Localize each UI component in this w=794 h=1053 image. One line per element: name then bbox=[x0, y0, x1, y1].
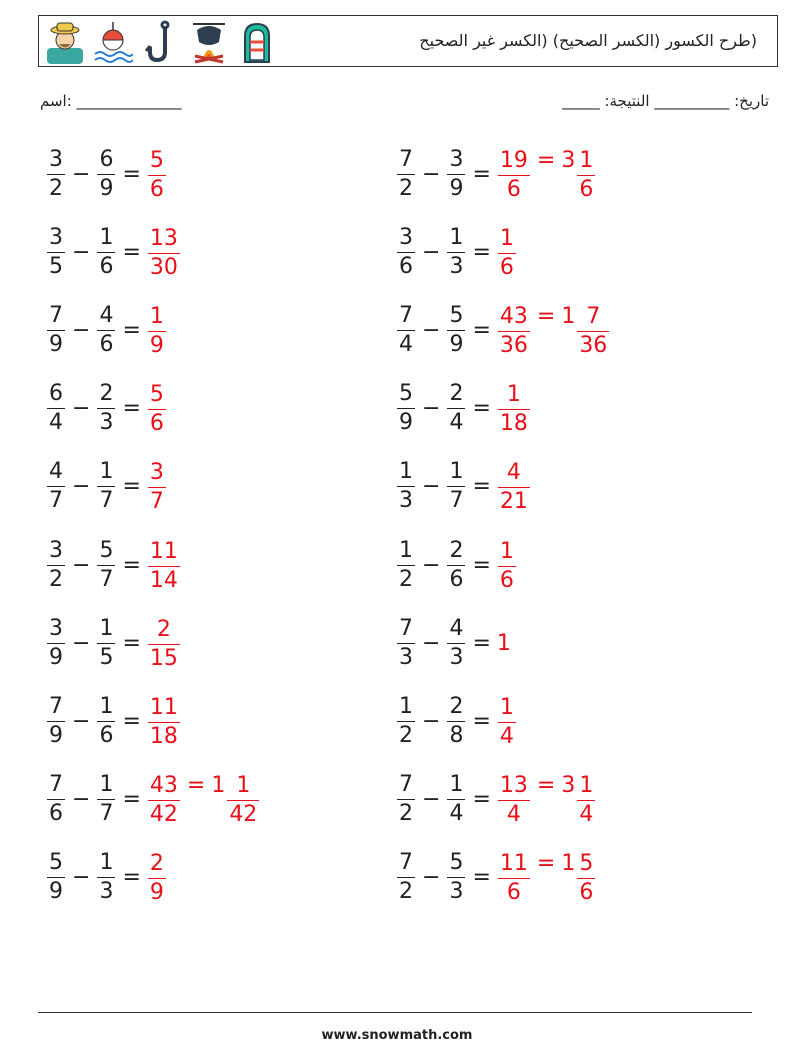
first-fraction-numerator: 1 bbox=[399, 537, 413, 563]
second-fraction bbox=[448, 774, 464, 825]
answer-fraction bbox=[499, 384, 529, 435]
problem-item bbox=[46, 843, 167, 913]
answer bbox=[147, 695, 181, 748]
answer-fraction bbox=[499, 853, 529, 904]
first-fraction bbox=[48, 693, 64, 748]
answer-fraction bbox=[149, 853, 165, 904]
first-fraction bbox=[398, 146, 414, 201]
second-fraction-numerator: 1 bbox=[99, 693, 114, 719]
answer-fraction-denominator: 6 bbox=[499, 254, 514, 280]
mixed-numerator: 5 bbox=[579, 851, 594, 877]
equals-sign: = bbox=[122, 552, 141, 578]
mixed-denominator: 36 bbox=[579, 332, 608, 358]
first-fraction bbox=[48, 383, 64, 434]
answer bbox=[147, 304, 167, 357]
minus-sign: − bbox=[422, 474, 441, 500]
first-fraction-denominator: 9 bbox=[49, 331, 63, 357]
minus-sign: − bbox=[72, 552, 91, 578]
problem-item bbox=[396, 686, 517, 756]
first-fraction-denominator: 6 bbox=[399, 253, 413, 279]
answer-equals-sign: = bbox=[536, 851, 556, 877]
answer-fraction-numerator: 11 bbox=[149, 538, 178, 564]
first-fraction bbox=[48, 461, 64, 512]
answer-fraction-numerator: 1 bbox=[506, 382, 521, 408]
equals-sign: = bbox=[472, 787, 491, 813]
equals-sign: = bbox=[472, 161, 491, 187]
answer bbox=[497, 460, 531, 513]
answer-fraction-numerator: 43 bbox=[149, 773, 178, 799]
second-fraction-denominator: 7 bbox=[449, 488, 464, 514]
answer bbox=[497, 304, 610, 357]
answer-fraction-numerator: 1 bbox=[499, 538, 514, 564]
first-fraction-denominator: 9 bbox=[49, 644, 63, 670]
equals-sign: = bbox=[122, 161, 141, 187]
second-fraction bbox=[98, 461, 114, 512]
answer bbox=[147, 460, 167, 513]
mixed-fraction bbox=[578, 303, 608, 358]
answer bbox=[497, 539, 517, 592]
first-fraction bbox=[398, 693, 414, 748]
answer-fraction-denominator: 4 bbox=[499, 723, 514, 749]
minus-sign: − bbox=[72, 396, 91, 422]
answer-fraction-numerator: 11 bbox=[499, 851, 528, 877]
equals-sign: = bbox=[122, 630, 141, 656]
first-fraction bbox=[48, 537, 64, 592]
minus-sign: − bbox=[72, 161, 91, 187]
first-fraction-denominator: 2 bbox=[399, 879, 413, 905]
second-fraction-denominator: 3 bbox=[449, 879, 464, 905]
first-fraction bbox=[48, 615, 64, 670]
problem-item bbox=[396, 843, 596, 913]
equals-sign: = bbox=[472, 317, 491, 343]
answer-fraction-denominator: 7 bbox=[149, 489, 164, 515]
second-fraction-numerator: 1 bbox=[99, 850, 114, 876]
second-fraction-numerator: 5 bbox=[99, 537, 114, 563]
mixed-whole: 3 bbox=[561, 147, 576, 173]
answer-fraction bbox=[149, 225, 179, 280]
mixed-denominator: 4 bbox=[579, 802, 594, 828]
minus-sign: − bbox=[422, 787, 441, 813]
answer bbox=[147, 382, 167, 435]
minus-sign: − bbox=[72, 865, 91, 891]
answer-fraction bbox=[499, 775, 529, 826]
answer bbox=[497, 695, 517, 748]
minus-sign: − bbox=[422, 552, 441, 578]
answer-fraction-denominator: 42 bbox=[149, 802, 178, 828]
answer-fraction-numerator: 5 bbox=[149, 147, 164, 173]
second-fraction-denominator: 3 bbox=[99, 879, 114, 905]
answer bbox=[147, 148, 167, 201]
second-fraction-numerator: 4 bbox=[449, 615, 464, 641]
problem-item bbox=[46, 530, 181, 600]
problem-item bbox=[396, 452, 531, 522]
first-fraction bbox=[48, 852, 64, 903]
second-fraction bbox=[98, 146, 114, 201]
problem-item bbox=[46, 217, 181, 287]
answer-fraction-denominator: 15 bbox=[149, 645, 178, 671]
first-fraction-numerator: 7 bbox=[49, 772, 63, 798]
first-fraction-denominator: 4 bbox=[399, 331, 413, 357]
first-fraction-numerator: 4 bbox=[49, 459, 63, 485]
answer-fraction-denominator: 30 bbox=[149, 254, 178, 280]
first-fraction-numerator: 1 bbox=[399, 459, 413, 485]
minus-sign: − bbox=[72, 787, 91, 813]
answer-fraction-numerator: 2 bbox=[149, 851, 164, 877]
second-fraction-denominator: 7 bbox=[99, 566, 114, 592]
answer-fraction-denominator: 6 bbox=[498, 878, 530, 904]
second-fraction bbox=[448, 224, 464, 279]
second-fraction-numerator: 1 bbox=[449, 772, 464, 798]
second-fraction bbox=[98, 693, 114, 748]
problem-item bbox=[46, 608, 181, 678]
second-fraction-numerator: 5 bbox=[449, 302, 464, 328]
mixed-fraction bbox=[578, 775, 594, 826]
first-fraction-denominator: 2 bbox=[49, 566, 63, 592]
second-fraction-denominator: 6 bbox=[99, 331, 114, 357]
first-fraction bbox=[398, 224, 414, 279]
second-fraction-denominator: 6 bbox=[99, 253, 114, 279]
second-fraction-denominator: 6 bbox=[449, 566, 464, 592]
second-fraction-denominator: 3 bbox=[449, 644, 464, 670]
problem-item bbox=[396, 374, 531, 444]
first-fraction-numerator: 3 bbox=[49, 146, 63, 172]
answer-fraction-numerator: 1 bbox=[149, 303, 164, 329]
problem-item bbox=[396, 765, 596, 835]
first-fraction-denominator: 2 bbox=[399, 566, 413, 592]
equals-sign: = bbox=[472, 239, 491, 265]
second-fraction-numerator: 1 bbox=[99, 615, 114, 641]
answer bbox=[497, 226, 517, 279]
equals-sign: = bbox=[122, 474, 141, 500]
second-fraction-denominator: 7 bbox=[99, 488, 114, 514]
first-fraction-numerator: 6 bbox=[49, 381, 63, 407]
problem-item bbox=[396, 608, 511, 678]
answer-fraction-denominator: 6 bbox=[499, 567, 514, 593]
second-fraction-denominator: 9 bbox=[449, 331, 464, 357]
answer-fraction-denominator: 6 bbox=[149, 176, 164, 202]
second-fraction bbox=[448, 383, 464, 434]
answer bbox=[497, 851, 596, 904]
first-fraction-denominator: 3 bbox=[399, 644, 413, 670]
second-fraction-numerator: 4 bbox=[99, 302, 114, 328]
second-fraction-numerator: 5 bbox=[449, 850, 464, 876]
first-fraction-numerator: 7 bbox=[49, 693, 63, 719]
second-fraction-denominator: 3 bbox=[99, 410, 114, 436]
second-fraction-numerator: 1 bbox=[449, 459, 464, 485]
first-fraction-denominator: 9 bbox=[399, 410, 413, 436]
equals-sign: = bbox=[472, 474, 491, 500]
first-fraction-numerator: 7 bbox=[399, 850, 413, 876]
problem-item bbox=[46, 765, 260, 835]
mixed-fraction bbox=[578, 147, 594, 202]
answer-fraction bbox=[149, 775, 179, 826]
answer-fraction bbox=[149, 616, 179, 671]
equals-sign: = bbox=[122, 317, 141, 343]
answer-whole: 1 bbox=[496, 630, 511, 656]
problem-item bbox=[46, 686, 181, 756]
mixed-whole: 1 bbox=[561, 851, 576, 877]
answer-fraction-denominator: 6 bbox=[498, 175, 530, 201]
name-field-label: اسم: ______________ bbox=[40, 92, 182, 110]
first-fraction-numerator: 5 bbox=[49, 850, 63, 876]
second-fraction-numerator: 1 bbox=[99, 772, 114, 798]
mixed-denominator: 6 bbox=[579, 176, 594, 202]
second-fraction bbox=[448, 615, 464, 670]
answer-fraction-numerator: 13 bbox=[149, 225, 178, 251]
answer-equals-sign: = bbox=[536, 303, 556, 329]
minus-sign: − bbox=[422, 396, 441, 422]
worksheet-title: (طرح الكسور (الكسر الصحيح) (الكسر غير الصحيح bbox=[419, 31, 757, 50]
first-fraction bbox=[398, 852, 414, 903]
first-fraction bbox=[398, 774, 414, 825]
first-fraction-denominator: 5 bbox=[49, 253, 63, 279]
second-fraction-denominator: 3 bbox=[449, 253, 464, 279]
first-fraction-numerator: 1 bbox=[399, 693, 413, 719]
answer bbox=[147, 226, 181, 279]
equals-sign: = bbox=[122, 708, 141, 734]
answer bbox=[147, 773, 260, 826]
minus-sign: − bbox=[72, 239, 91, 265]
answer-fraction-numerator: 13 bbox=[499, 773, 528, 799]
minus-sign: − bbox=[422, 317, 441, 343]
answer-fraction-numerator: 1 bbox=[499, 694, 514, 720]
second-fraction bbox=[98, 774, 114, 825]
answer-fraction-numerator: 3 bbox=[149, 460, 164, 486]
minus-sign: − bbox=[422, 708, 441, 734]
answer-fraction-denominator: 4 bbox=[498, 800, 530, 826]
first-fraction-denominator: 2 bbox=[49, 175, 63, 201]
second-fraction-denominator: 9 bbox=[449, 175, 464, 201]
equals-sign: = bbox=[122, 787, 141, 813]
second-fraction-numerator: 2 bbox=[449, 693, 464, 719]
answer-fraction-denominator: 9 bbox=[149, 332, 164, 358]
answer-fraction bbox=[499, 303, 529, 358]
mixed-denominator: 6 bbox=[579, 880, 594, 906]
first-fraction-denominator: 9 bbox=[49, 722, 63, 748]
mixed-denominator: 42 bbox=[229, 802, 258, 828]
answer-fraction-numerator: 1 bbox=[499, 225, 514, 251]
answer-fraction bbox=[499, 538, 515, 593]
second-fraction bbox=[98, 852, 114, 903]
answer-fraction bbox=[149, 384, 165, 435]
answer-equals-sign: = bbox=[536, 147, 556, 173]
answer-fraction bbox=[499, 225, 515, 280]
answer-fraction bbox=[499, 147, 529, 202]
second-fraction-numerator: 3 bbox=[449, 146, 464, 172]
first-fraction bbox=[48, 774, 64, 825]
first-fraction bbox=[398, 383, 414, 434]
second-fraction bbox=[448, 146, 464, 201]
second-fraction-denominator: 6 bbox=[99, 722, 114, 748]
first-fraction-numerator: 3 bbox=[49, 615, 63, 641]
second-fraction-denominator: 8 bbox=[449, 722, 464, 748]
minus-sign: − bbox=[72, 317, 91, 343]
answer-fraction bbox=[499, 694, 515, 749]
first-fraction bbox=[48, 146, 64, 201]
second-fraction bbox=[448, 537, 464, 592]
answer-fraction bbox=[149, 303, 165, 358]
mixed-fraction bbox=[228, 775, 258, 826]
answer-fraction bbox=[149, 538, 179, 593]
first-fraction bbox=[48, 224, 64, 279]
second-fraction bbox=[98, 302, 114, 357]
answer bbox=[497, 631, 511, 656]
answer-equals-sign: = bbox=[186, 773, 206, 799]
second-fraction bbox=[448, 302, 464, 357]
mixed-numerator: 1 bbox=[236, 773, 251, 799]
mixed-numerator: 1 bbox=[579, 147, 594, 173]
answer-fraction bbox=[149, 147, 165, 202]
answer bbox=[147, 851, 167, 904]
second-fraction-denominator: 9 bbox=[99, 175, 114, 201]
second-fraction bbox=[98, 615, 114, 670]
problem-item bbox=[396, 217, 517, 287]
footer-divider bbox=[38, 1012, 752, 1013]
answer-fraction-denominator: 14 bbox=[149, 567, 178, 593]
second-fraction bbox=[98, 224, 114, 279]
first-fraction-denominator: 4 bbox=[49, 410, 63, 436]
problem-item bbox=[46, 295, 167, 365]
first-fraction-numerator: 7 bbox=[399, 302, 413, 328]
answer bbox=[147, 539, 181, 592]
answer bbox=[147, 617, 181, 670]
first-fraction bbox=[48, 302, 64, 357]
answer-fraction bbox=[149, 462, 165, 513]
first-fraction-denominator: 2 bbox=[399, 801, 413, 827]
footer-url: www.snowmath.com bbox=[321, 1028, 473, 1043]
problem-item bbox=[396, 139, 596, 209]
mixed-whole: 3 bbox=[561, 773, 576, 799]
first-fraction-denominator: 7 bbox=[49, 488, 63, 514]
problem-item bbox=[46, 374, 167, 444]
mixed-numerator: 7 bbox=[586, 303, 601, 329]
equals-sign: = bbox=[472, 552, 491, 578]
first-fraction-denominator: 9 bbox=[49, 879, 63, 905]
answer-fraction-denominator: 18 bbox=[149, 723, 178, 749]
first-fraction-numerator: 3 bbox=[49, 224, 63, 250]
mixed-numerator: 1 bbox=[579, 773, 594, 799]
minus-sign: − bbox=[72, 474, 91, 500]
second-fraction-numerator: 6 bbox=[99, 146, 114, 172]
answer-fraction-numerator: 4 bbox=[506, 460, 521, 486]
answer-fraction-denominator: 18 bbox=[499, 411, 528, 437]
equals-sign: = bbox=[472, 708, 491, 734]
minus-sign: − bbox=[72, 630, 91, 656]
problem-item bbox=[396, 530, 517, 600]
minus-sign: − bbox=[422, 630, 441, 656]
answer-fraction bbox=[149, 694, 179, 749]
mixed-whole: 1 bbox=[211, 773, 226, 799]
second-fraction-numerator: 2 bbox=[449, 381, 464, 407]
second-fraction bbox=[448, 852, 464, 903]
answer-fraction-numerator: 19 bbox=[499, 147, 528, 173]
equals-sign: = bbox=[122, 865, 141, 891]
second-fraction-numerator: 1 bbox=[99, 224, 114, 250]
first-fraction-numerator: 7 bbox=[399, 146, 413, 172]
first-fraction-numerator: 7 bbox=[399, 772, 413, 798]
answer bbox=[497, 382, 531, 435]
first-fraction-denominator: 3 bbox=[399, 488, 413, 514]
equals-sign: = bbox=[472, 630, 491, 656]
first-fraction bbox=[398, 302, 414, 357]
second-fraction-denominator: 4 bbox=[449, 410, 464, 436]
second-fraction bbox=[98, 537, 114, 592]
first-fraction-numerator: 3 bbox=[49, 537, 63, 563]
mixed-fraction bbox=[578, 853, 594, 904]
problem-item bbox=[396, 295, 610, 365]
first-fraction-denominator: 2 bbox=[399, 722, 413, 748]
problem-item bbox=[46, 452, 167, 522]
first-fraction bbox=[398, 461, 414, 512]
second-fraction bbox=[448, 693, 464, 748]
answer-fraction-denominator: 36 bbox=[499, 332, 528, 358]
second-fraction bbox=[98, 383, 114, 434]
answer-fraction-numerator: 2 bbox=[156, 616, 171, 642]
first-fraction-denominator: 6 bbox=[49, 801, 63, 827]
answer-fraction-numerator: 43 bbox=[499, 303, 528, 329]
minus-sign: − bbox=[422, 865, 441, 891]
minus-sign: − bbox=[422, 161, 441, 187]
second-fraction-denominator: 5 bbox=[99, 644, 114, 670]
answer-fraction-denominator: 9 bbox=[149, 880, 164, 906]
equals-sign: = bbox=[472, 396, 491, 422]
answer bbox=[497, 773, 596, 826]
second-fraction-denominator: 7 bbox=[99, 801, 114, 827]
second-fraction-numerator: 2 bbox=[99, 381, 114, 407]
first-fraction-numerator: 7 bbox=[399, 615, 413, 641]
second-fraction bbox=[448, 461, 464, 512]
first-fraction-numerator: 7 bbox=[49, 302, 63, 328]
answer-fraction bbox=[499, 462, 529, 513]
first-fraction-numerator: 5 bbox=[399, 381, 413, 407]
second-fraction-numerator: 2 bbox=[449, 537, 464, 563]
first-fraction bbox=[398, 537, 414, 592]
answer-fraction-denominator: 21 bbox=[499, 489, 528, 515]
answer bbox=[497, 148, 596, 201]
mixed-whole: 1 bbox=[561, 303, 576, 329]
minus-sign: − bbox=[422, 239, 441, 265]
date-score-label: _____ :تاريخ: __________ النتيجة bbox=[562, 92, 769, 110]
minus-sign: − bbox=[72, 708, 91, 734]
second-fraction-numerator: 1 bbox=[449, 224, 464, 250]
answer-fraction-numerator: 5 bbox=[149, 382, 164, 408]
second-fraction-denominator: 4 bbox=[449, 801, 464, 827]
first-fraction-denominator: 2 bbox=[399, 175, 413, 201]
answer-fraction-numerator: 11 bbox=[149, 694, 178, 720]
problem-item bbox=[46, 139, 167, 209]
first-fraction bbox=[398, 615, 414, 670]
equals-sign: = bbox=[122, 396, 141, 422]
equals-sign: = bbox=[472, 865, 491, 891]
second-fraction-numerator: 1 bbox=[99, 459, 114, 485]
first-fraction-numerator: 3 bbox=[399, 224, 413, 250]
answer-equals-sign: = bbox=[536, 773, 556, 799]
answer-fraction-denominator: 6 bbox=[149, 411, 164, 437]
equals-sign: = bbox=[122, 239, 141, 265]
